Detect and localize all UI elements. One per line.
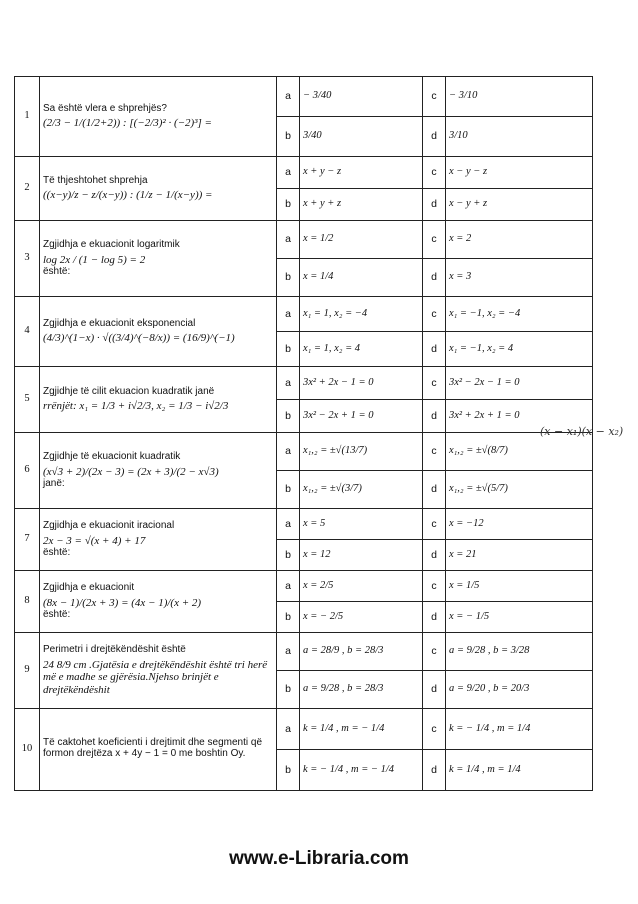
- option-label-a: a: [277, 157, 300, 189]
- option-label-b: b: [277, 471, 300, 509]
- question-text: [40, 509, 277, 571]
- question-text: [40, 297, 277, 367]
- option-label-a: a: [277, 77, 300, 117]
- option-label-a: a: [277, 709, 300, 750]
- option-c[interactable]: − 3/10: [446, 77, 593, 117]
- option-label-d: d: [423, 540, 446, 571]
- option-b[interactable]: 3/40: [300, 117, 423, 157]
- question-row: [15, 77, 593, 117]
- question-sheet: [14, 76, 580, 826]
- question-expression: log 2x / (1 − log 5) = 2: [43, 253, 146, 266]
- option-b[interactable]: x + y + z: [300, 189, 423, 221]
- option-label-a: a: [277, 509, 300, 540]
- question-number: 1: [15, 77, 40, 157]
- question-expression: (2/3 − 1/(1/2+2)) : [(−2/3)² · (−2)³] =: [43, 117, 212, 130]
- question-suffix: është:: [43, 266, 71, 278]
- option-label-c: c: [423, 157, 446, 189]
- option-b[interactable]: k = − 1/4 , m = − 1/4: [300, 750, 423, 791]
- option-d[interactable]: x = − 1/5: [446, 602, 593, 633]
- question-expression: (x√3 + 2)/(2x − 3) = (2x + 3)/(2 − x√3): [43, 465, 219, 478]
- option-b[interactable]: x₁,₂ = ±√(3/7): [300, 471, 423, 509]
- question-number: 10: [15, 709, 40, 791]
- question-number: 7: [15, 509, 40, 571]
- option-d[interactable]: 3/10: [446, 117, 593, 157]
- option-label-b: b: [277, 117, 300, 157]
- option-label-d: d: [423, 259, 446, 297]
- option-d[interactable]: x = 21: [446, 540, 593, 571]
- option-c[interactable]: x − y − z: [446, 157, 593, 189]
- question-suffix: është:: [43, 547, 71, 559]
- option-a[interactable]: x = 1/2: [300, 221, 423, 259]
- question-text: [40, 709, 277, 791]
- question-title: Perimetri i drejtëkëndëshit është: [43, 644, 186, 656]
- option-label-c: c: [423, 77, 446, 117]
- option-a[interactable]: a = 28/9 , b = 28/3: [300, 633, 423, 671]
- question-row: [15, 367, 593, 400]
- question-number: 5: [15, 367, 40, 433]
- option-label-c: c: [423, 297, 446, 332]
- question-text: [40, 571, 277, 633]
- option-label-c: c: [423, 221, 446, 259]
- questions-table: [14, 76, 593, 791]
- question-title: Zgjidhje të ekuacionit kuadratik: [43, 451, 181, 463]
- question-title: Zgjidhje të cilit ekuacion kuadratik janë: [43, 385, 215, 397]
- question-title: Zgjidhja e ekuacionit: [43, 582, 135, 594]
- option-d[interactable]: x = 3: [446, 259, 593, 297]
- question-text: [40, 367, 277, 433]
- question-text: [40, 77, 277, 157]
- option-a[interactable]: 3x² + 2x − 1 = 0: [300, 367, 423, 400]
- option-d[interactable]: k = 1/4 , m = 1/4: [446, 750, 593, 791]
- question-expression: 24 8/9 cm .Gjatësia e drejtëkëndëshit është tri herë më e madhe se gjërësia.Njehso brinjët e drejtëkëndëshit: [43, 658, 268, 697]
- option-c[interactable]: k = − 1/4 , m = 1/4: [446, 709, 593, 750]
- question-expression: (4/3)^(1−x) · √((3/4)^(−8/x)) = (16/9)^(−1): [43, 332, 235, 345]
- option-b[interactable]: x = 12: [300, 540, 423, 571]
- question-number: 6: [15, 433, 40, 509]
- question-title: Të thjeshtohet shprehja: [43, 174, 148, 186]
- option-a[interactable]: − 3/40: [300, 77, 423, 117]
- option-label-d: d: [423, 332, 446, 367]
- question-expression: 2x − 3 = √(x + 4) + 17: [43, 534, 146, 547]
- option-b[interactable]: x = − 2/5: [300, 602, 423, 633]
- option-b[interactable]: a = 9/28 , b = 28/3: [300, 671, 423, 709]
- option-b[interactable]: x₁ = 1, x₂ = 4: [300, 332, 423, 367]
- option-d[interactable]: 3x² + 2x + 1 = 0: [446, 400, 593, 433]
- option-label-d: d: [423, 671, 446, 709]
- option-label-d: d: [423, 602, 446, 633]
- option-c[interactable]: x = −12: [446, 509, 593, 540]
- question-text: [40, 221, 277, 297]
- option-d[interactable]: x − y + z: [446, 189, 593, 221]
- question-row: [15, 297, 593, 332]
- option-c[interactable]: x₁ = −1, x₂ = −4: [446, 297, 593, 332]
- option-a[interactable]: x = 5: [300, 509, 423, 540]
- question-row: [15, 571, 593, 602]
- question-row: [15, 709, 593, 750]
- question-row: [15, 221, 593, 259]
- question-number: 2: [15, 157, 40, 221]
- option-a[interactable]: x + y − z: [300, 157, 423, 189]
- question-suffix: janë:: [43, 478, 65, 490]
- question-title: Zgjidhja e ekuacionit logaritmik: [43, 239, 180, 251]
- option-label-d: d: [423, 189, 446, 221]
- site-footer: www.e-Libraria.com: [229, 848, 409, 869]
- option-label-c: c: [423, 509, 446, 540]
- option-label-b: b: [277, 602, 300, 633]
- option-d[interactable]: x₁ = −1, x₂ = 4: [446, 332, 593, 367]
- question-title: Sa është vlera e shprehjës?: [43, 102, 167, 114]
- question-title: Zgjidhja e ekuacionit eksponencial: [43, 317, 196, 329]
- option-d[interactable]: a = 9/20 , b = 20/3: [446, 671, 593, 709]
- option-label-a: a: [277, 633, 300, 671]
- option-c[interactable]: a = 9/28 , b = 3/28: [446, 633, 593, 671]
- question-expression: (8x − 1)/(2x + 3) = (4x − 1)/(x + 2): [43, 596, 202, 609]
- option-label-c: c: [423, 433, 446, 471]
- option-a[interactable]: k = 1/4 , m = − 1/4: [300, 709, 423, 750]
- question-text: [40, 633, 277, 709]
- option-label-d: d: [423, 471, 446, 509]
- option-b[interactable]: x = 1/4: [300, 259, 423, 297]
- question-row: [15, 509, 593, 540]
- question-title: Zgjidhja e ekuacionit iracional: [43, 520, 175, 532]
- option-c[interactable]: x = 1/5: [446, 571, 593, 602]
- option-label-b: b: [277, 259, 300, 297]
- question-number: 8: [15, 571, 40, 633]
- question-suffix: është:: [43, 609, 71, 621]
- option-a[interactable]: x₁ = 1, x₂ = −4: [300, 297, 423, 332]
- option-c[interactable]: x = 2: [446, 221, 593, 259]
- option-label-c: c: [423, 709, 446, 750]
- option-label-a: a: [277, 367, 300, 400]
- option-label-b: b: [277, 671, 300, 709]
- question-expression: ((x−y)/z − z/(x−y)) : (1/z − 1/(x−y)) =: [43, 189, 213, 202]
- question-expression: rrënjët: x₁ = 1/3 + i√2/3, x₂ = 1/3 − i√2/3: [43, 400, 229, 413]
- option-label-b: b: [277, 332, 300, 367]
- question-row: [15, 633, 593, 671]
- question-row: [15, 433, 593, 471]
- question-title: Të caktohet koeficienti i drejtimit dhe segmenti që formon drejtëza x + 4y − 1 = 0 me boshtin Oy.: [43, 736, 262, 759]
- option-label-a: a: [277, 221, 300, 259]
- handwritten-note: (x − x₁)(x − x₂): [540, 425, 624, 438]
- option-label-d: d: [423, 750, 446, 791]
- option-c[interactable]: 3x² − 2x − 1 = 0: [446, 367, 593, 400]
- question-number: 3: [15, 221, 40, 297]
- option-c[interactable]: x₁,₂ = ±√(8/7): [446, 433, 593, 471]
- option-label-b: b: [277, 189, 300, 221]
- option-label-a: a: [277, 297, 300, 332]
- question-number: 9: [15, 633, 40, 709]
- option-label-d: d: [423, 117, 446, 157]
- question-text: [40, 157, 277, 221]
- option-label-c: c: [423, 571, 446, 602]
- option-label-b: b: [277, 540, 300, 571]
- question-text: [40, 433, 277, 509]
- option-label-a: a: [277, 433, 300, 471]
- question-row: [15, 157, 593, 189]
- question-number: 4: [15, 297, 40, 367]
- option-label-b: b: [277, 750, 300, 791]
- option-label-a: a: [277, 571, 300, 602]
- option-a[interactable]: x₁,₂ = ±√(13/7): [300, 433, 423, 471]
- option-label-b: b: [277, 400, 300, 433]
- option-d[interactable]: x₁,₂ = ±√(5/7): [446, 471, 593, 509]
- option-b[interactable]: 3x² − 2x + 1 = 0: [300, 400, 423, 433]
- option-label-c: c: [423, 633, 446, 671]
- option-a[interactable]: x = 2/5: [300, 571, 423, 602]
- option-label-c: c: [423, 367, 446, 400]
- option-label-d: d: [423, 400, 446, 433]
